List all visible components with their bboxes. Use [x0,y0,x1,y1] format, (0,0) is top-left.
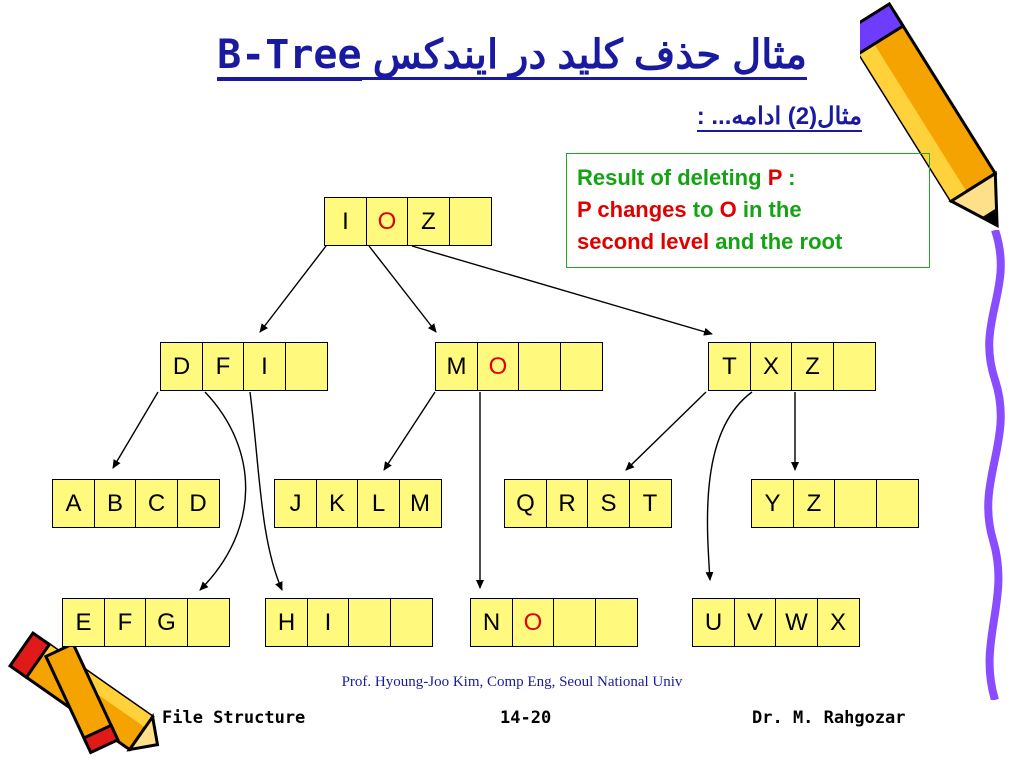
empty-key-cell [876,479,919,528]
key-cell: S [587,479,630,528]
key-cell: I [243,342,286,391]
empty-key-cell [553,598,596,647]
note-text-red: O [719,197,737,222]
key-cell: U [692,598,735,647]
leaf-efg [62,598,230,647]
key-cell: O [477,342,520,391]
leaf-qrst [504,479,672,528]
key-cell: R [546,479,589,528]
key-cell: W [775,598,818,647]
node-txz [708,342,876,391]
title-persian: مثال حذف کلید در ایندکس [372,33,807,77]
leaf-yz [751,479,919,528]
key-cell: M [435,342,478,391]
edge-dfi-abcd [113,392,158,468]
key-cell: E [62,598,105,647]
note-text: in the [736,197,802,222]
key-cell: G [145,598,188,647]
node-dfi [160,342,328,391]
footer-slide-number: 14-20 [500,708,552,728]
empty-key-cell [560,342,603,391]
key-cell: Z [791,342,834,391]
empty-key-cell [595,598,638,647]
title-latin: B-Tree [217,32,362,81]
empty-key-cell [833,342,876,391]
empty-key-cell [449,197,492,246]
key-cell: Z [407,197,450,246]
subtitle-text: مثال(2) ادامه... : [696,103,862,130]
key-cell: I [324,197,367,246]
leaf-uvwx [692,598,860,647]
key-cell: H [265,598,308,647]
key-cell: C [135,479,178,528]
key-cell: B [94,479,137,528]
leaf-no [470,598,638,647]
key-cell: F [202,342,245,391]
note-text-red: second level [577,229,710,254]
note-deleted-key: P [767,165,782,190]
key-cell: X [750,342,793,391]
footer-author: Dr. M. Rahgozar [752,708,906,728]
node-mo [435,342,603,391]
key-cell: X [817,598,860,647]
note-text: to [686,197,720,222]
edge-root-left [260,246,326,332]
footer-course: File Structure [162,708,306,728]
key-cell: Q [504,479,547,528]
key-cell: T [708,342,751,391]
empty-key-cell [348,598,391,647]
empty-key-cell [187,598,230,647]
key-cell: V [734,598,777,647]
leaf-abcd [52,479,220,528]
key-cell: O [512,598,555,647]
edge-root-right [412,246,712,334]
key-cell: D [160,342,203,391]
key-cell: J [274,479,317,528]
empty-key-cell [390,598,433,647]
key-cell: Y [751,479,794,528]
key-cell: O [366,197,409,246]
leaf-jklm [274,479,442,528]
key-cell: Z [793,479,836,528]
key-cell: D [177,479,220,528]
key-cell: L [357,479,400,528]
edge-txz-uvwx [707,392,752,580]
empty-key-cell [518,342,561,391]
edge-root-middle [369,246,436,332]
leaf-hi [265,598,433,647]
empty-key-cell [834,479,877,528]
key-cell: M [399,479,442,528]
key-cell: N [470,598,513,647]
root-node [324,197,492,246]
key-cell: I [307,598,350,647]
key-cell: T [629,479,672,528]
empty-key-cell [285,342,328,391]
note-text-red: P changes [577,197,687,222]
note-text: and the root [709,229,843,254]
key-cell: A [52,479,95,528]
edge-txz-qrst [626,392,706,470]
slide-credit: Prof. Hyoung-Joo Kim, Comp Eng, Seoul National Univ [341,674,683,690]
edge-mo-jklm [384,392,435,470]
key-cell: K [316,479,359,528]
key-cell: F [104,598,147,647]
note-text: Result of deleting [577,165,768,190]
note-text: : [781,165,796,190]
